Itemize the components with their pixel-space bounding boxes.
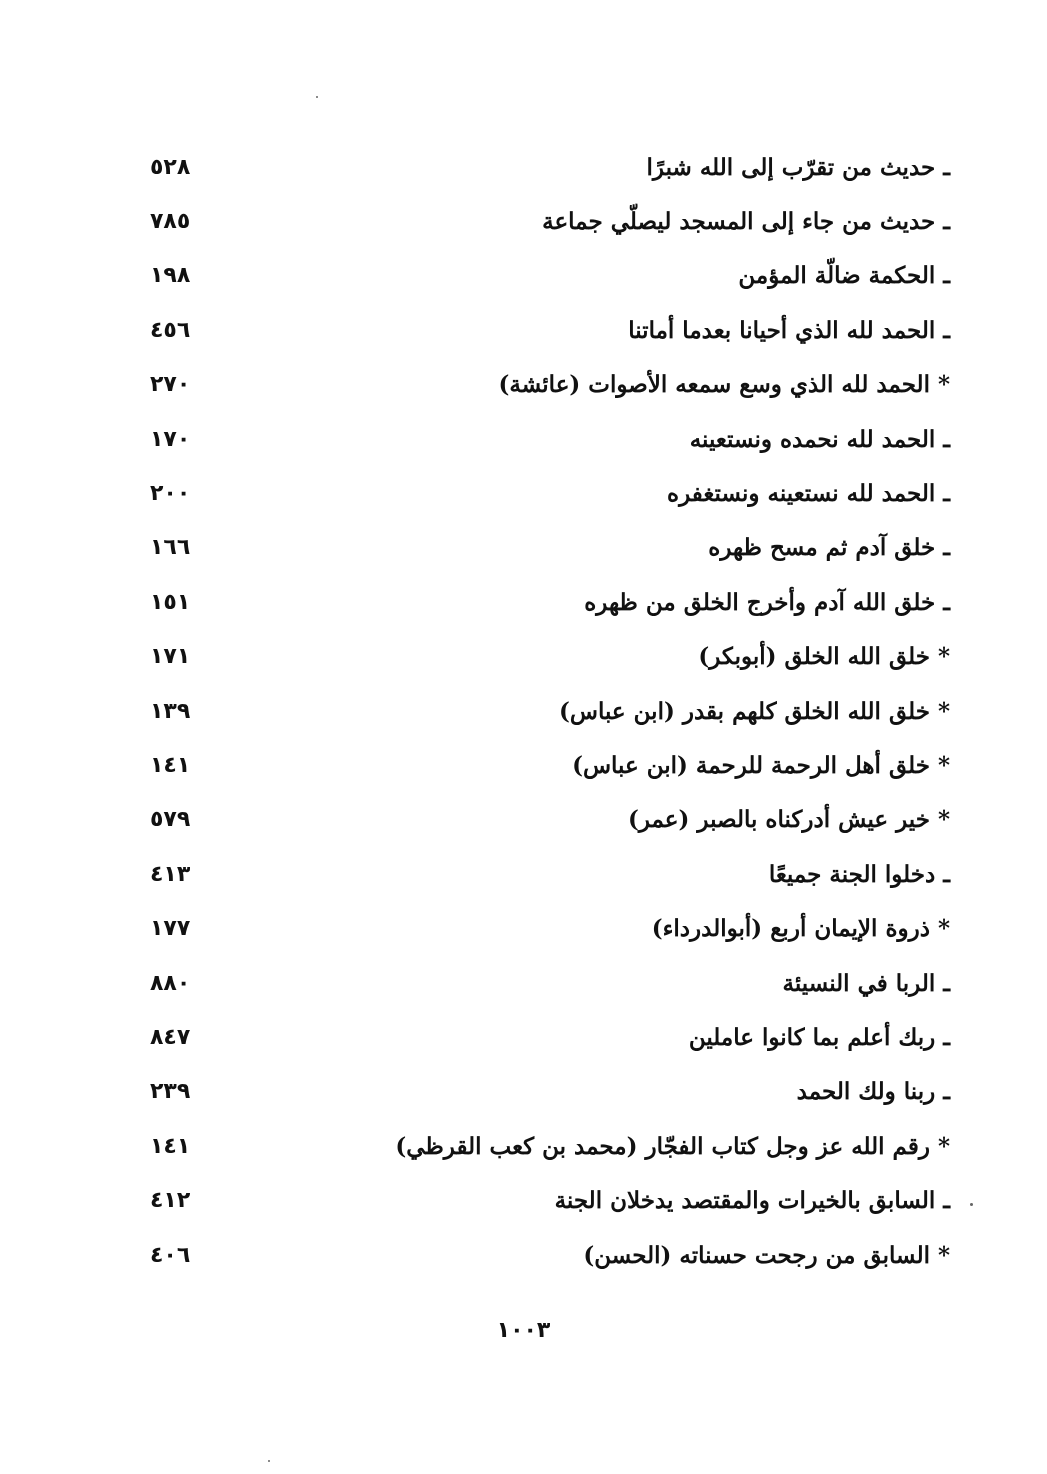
page-number: ١٠٠٣ (496, 1318, 551, 1343)
entry-text: ـ الربا في النسيئة (782, 969, 950, 997)
entry-text: * رقم الله عز وجل كتاب الفجّار (محمد بن كعب القرظي) (395, 1132, 950, 1160)
entry-page-number: ١٧٠ (150, 426, 191, 452)
index-entry (150, 901, 950, 955)
entry-page-number: ٥٧٩ (150, 807, 191, 833)
entry-page-number: ٤١٣ (150, 861, 191, 887)
entry-page-number: ٥٢٨ (150, 154, 191, 180)
entry-text: ـ خلق آدم ثم مسح ظهره (708, 534, 950, 562)
entry-text: * الحمد لله الذي وسع سمعه الأصوات (عائشة) (498, 371, 950, 399)
entry-text: * خلق أهل الرحمة للرحمة (ابن عباس) (572, 751, 950, 779)
entry-page-number: ٤٥٦ (150, 317, 191, 343)
entry-page-number: ١٦٦ (150, 535, 191, 561)
index-entry (150, 140, 950, 194)
index-list (150, 140, 950, 1282)
entry-text: * السابق من رجحت حسناته (الحسن) (583, 1241, 950, 1269)
entry-text: ـ السابق بالخيرات والمقتصد يدخلان الجنة (554, 1187, 950, 1215)
entry-page-number: ١٣٩ (150, 698, 191, 724)
entry-page-number: ٨٨٠ (150, 970, 191, 996)
entry-page-number: ٧٨٥ (150, 209, 191, 235)
entry-page-number: ١٤١ (150, 1133, 191, 1159)
index-entry (150, 575, 950, 629)
index-entry (150, 303, 950, 357)
entry-page-number: ٢٧٠ (150, 372, 191, 398)
index-entry (150, 1010, 950, 1064)
entry-text: * خير عيش أدركناه بالصبر (عمر) (627, 806, 950, 834)
index-entry (150, 956, 950, 1010)
index-entry (150, 358, 950, 412)
index-entry (150, 1228, 950, 1282)
entry-page-number: ٨٤٧ (150, 1024, 191, 1050)
entry-page-number: ١٩٨ (150, 263, 191, 289)
scan-speck (316, 96, 318, 98)
scan-speck (268, 1460, 270, 1462)
entry-page-number: ٤١٢ (150, 1188, 191, 1214)
entry-text: ـ الحمد لله نستعينه ونستغفره (667, 480, 950, 508)
index-entry (150, 793, 950, 847)
entry-text: * خلق الله الخلق كلهم بقدر (ابن عباس) (559, 697, 950, 725)
entry-text: ـ الحكمة ضالّة المؤمن (738, 262, 950, 290)
entry-text: ـ حديث من تقرّب إلى الله شبرًا (646, 153, 950, 181)
index-entry (150, 1173, 950, 1227)
entry-page-number: ١٤١ (150, 752, 191, 778)
index-entry (150, 249, 950, 303)
entry-page-number: ٤٠٦ (150, 1242, 191, 1268)
entry-text: ـ الحمد لله نحمده ونستعينه (689, 425, 950, 453)
index-entry (150, 1119, 950, 1173)
index-entry (150, 847, 950, 901)
entry-page-number: ١٥١ (150, 589, 191, 615)
entry-text: * ذروة الإيمان أربع (أبوالدرداء) (651, 915, 950, 943)
index-entry (150, 630, 950, 684)
entry-text: * خلق الله الخلق (أبوبكر) (698, 643, 950, 671)
entry-page-number: ٢٣٩ (150, 1079, 191, 1105)
index-entry (150, 1065, 950, 1119)
entry-text: ـ حديث من جاء إلى المسجد ليصلّي جماعة (542, 208, 950, 236)
entry-text: ـ خلق الله آدم وأخرج الخلق من ظهره (584, 588, 950, 616)
scan-speck (970, 1203, 973, 1206)
index-entry (150, 194, 950, 248)
entry-page-number: ١٧١ (150, 644, 191, 670)
index-entry (150, 521, 950, 575)
entry-text: ـ دخلوا الجنة جميعًا (768, 860, 950, 888)
index-entry (150, 738, 950, 792)
index-entry (150, 412, 950, 466)
entry-text: ـ ربك أعلم بما كانوا عاملين (688, 1023, 950, 1051)
index-entry (150, 466, 950, 520)
entry-page-number: ١٧٧ (150, 916, 191, 942)
index-entry (150, 684, 950, 738)
entry-text: ـ ربنا ولك الحمد (796, 1078, 950, 1106)
entry-text: ـ الحمد لله الذي أحيانا بعدما أماتنا (628, 316, 950, 344)
entry-page-number: ٢٠٠ (150, 481, 191, 507)
